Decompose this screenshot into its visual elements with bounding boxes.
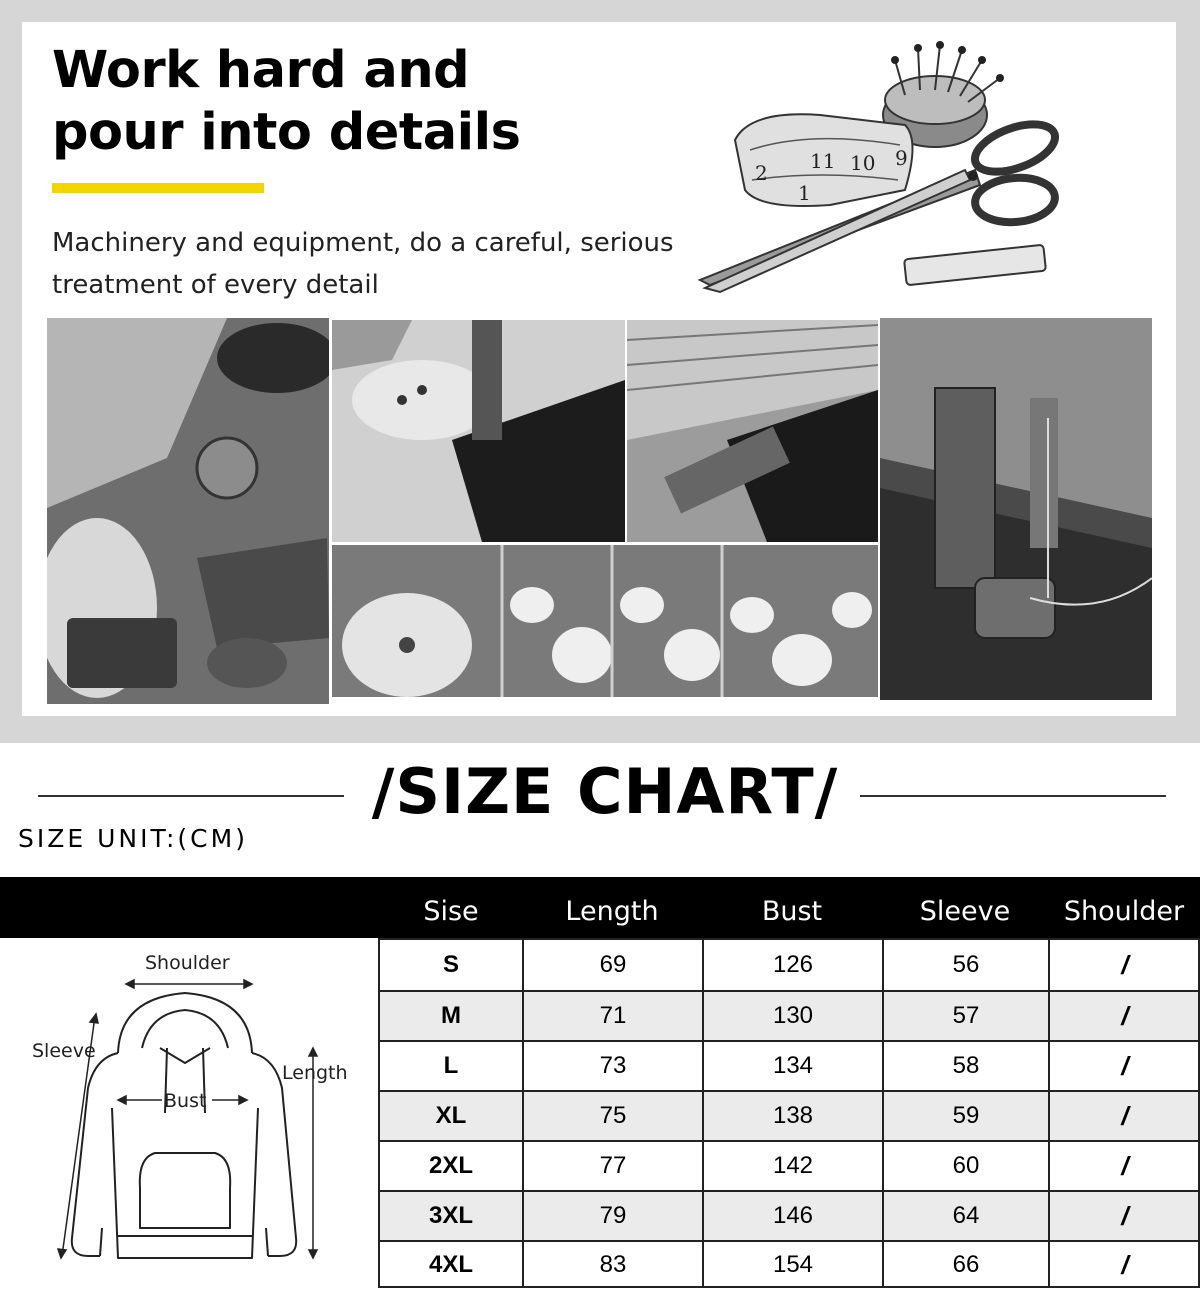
cell-length: 79 [522, 1192, 702, 1240]
title-rule-left [38, 795, 344, 797]
cell-bust: 138 [702, 1092, 882, 1140]
title-rule-right [860, 795, 1166, 797]
cell-sleeve: 56 [882, 940, 1048, 990]
table-row [380, 1090, 1198, 1140]
headline-line-1: Work hard and [52, 41, 470, 100]
cell-shoulder: / [1048, 1042, 1200, 1090]
cell-size: L [443, 1052, 459, 1079]
cell-bust: 130 [702, 992, 882, 1040]
cell-length: 77 [522, 1142, 702, 1190]
cell-size: M [441, 1002, 461, 1029]
table-row [380, 990, 1198, 1040]
cell-shoulder: / [1048, 940, 1200, 990]
tape-number-4: 1 [798, 181, 811, 205]
size-unit-label: SIZE UNIT:(CM) [18, 824, 248, 853]
tape-number-5: 9 [895, 146, 908, 170]
column-header-sleeve: Sleeve [919, 896, 1011, 927]
cell-shoulder: / [1048, 992, 1200, 1040]
cell-sleeve: 59 [882, 1092, 1048, 1140]
cell-length: 73 [522, 1042, 702, 1090]
promo-headline [52, 40, 520, 164]
table-row [380, 1040, 1198, 1090]
cell-shoulder: / [1048, 1192, 1200, 1240]
size-table [378, 938, 1200, 1288]
cell-shoulder: / [1048, 1142, 1200, 1190]
cell-length: 75 [522, 1092, 702, 1140]
leather-tools-photo [47, 318, 329, 704]
tape-measure-scissors-pincushion-icon [690, 30, 1090, 300]
size-chart-title: /SIZE CHART/ [371, 755, 839, 828]
cell-sleeve: 66 [882, 1242, 1048, 1288]
cell-sleeve: 58 [882, 1042, 1048, 1090]
cell-size: 3XL [428, 1202, 473, 1229]
cell-bust: 126 [702, 940, 882, 990]
hoodie-measurement-diagram [0, 938, 378, 1288]
column-header-size: Sise [423, 896, 479, 927]
cell-size: 4XL [428, 1251, 473, 1278]
tape-number-2: 11 [810, 149, 836, 173]
table-row [380, 1140, 1198, 1190]
column-header-length: Length [565, 896, 659, 927]
diagram-label-shoulder: Shoulder [145, 952, 230, 974]
cell-length: 71 [522, 992, 702, 1040]
cell-bust: 154 [702, 1242, 882, 1288]
cell-size: XL [435, 1102, 467, 1129]
accent-bar [52, 183, 264, 193]
diagram-label-sleeve: Sleeve [32, 1040, 96, 1062]
description-line-1: Machinery and equipment, do a careful, serious [52, 228, 674, 258]
column-header-shoulder: Shoulder [1063, 896, 1185, 927]
sewing-needle-photo [332, 320, 625, 542]
cell-sleeve: 64 [882, 1192, 1048, 1240]
presser-foot-photo [880, 318, 1152, 700]
headline-line-2: pour into details [52, 103, 521, 162]
cell-sleeve: 60 [882, 1142, 1048, 1190]
cell-bust: 134 [702, 1042, 882, 1090]
fabric-stitching-photo [627, 320, 878, 542]
cell-bust: 142 [702, 1142, 882, 1190]
table-row [380, 940, 1198, 990]
cell-shoulder: / [1048, 1092, 1200, 1140]
diagram-label-bust: Bust [164, 1090, 207, 1112]
table-row [380, 1240, 1198, 1288]
tape-number-3: 10 [850, 151, 876, 175]
promo-description [52, 222, 692, 306]
yarn-spools-photo [332, 545, 878, 697]
cell-sleeve: 57 [882, 992, 1048, 1040]
cell-length: 69 [522, 940, 702, 990]
hoodie-outline-icon [0, 938, 378, 1288]
cell-bust: 146 [702, 1192, 882, 1240]
cell-length: 83 [522, 1242, 702, 1288]
cell-shoulder: / [1048, 1242, 1200, 1288]
description-line-2: treatment of every detail [52, 270, 379, 300]
table-row [380, 1190, 1198, 1240]
cell-size: 2XL [428, 1152, 473, 1179]
diagram-label-length: Length [282, 1062, 348, 1084]
tape-number-1: 2 [755, 161, 768, 185]
cell-size: S [442, 951, 459, 978]
column-header-bust: Bust [761, 896, 823, 927]
